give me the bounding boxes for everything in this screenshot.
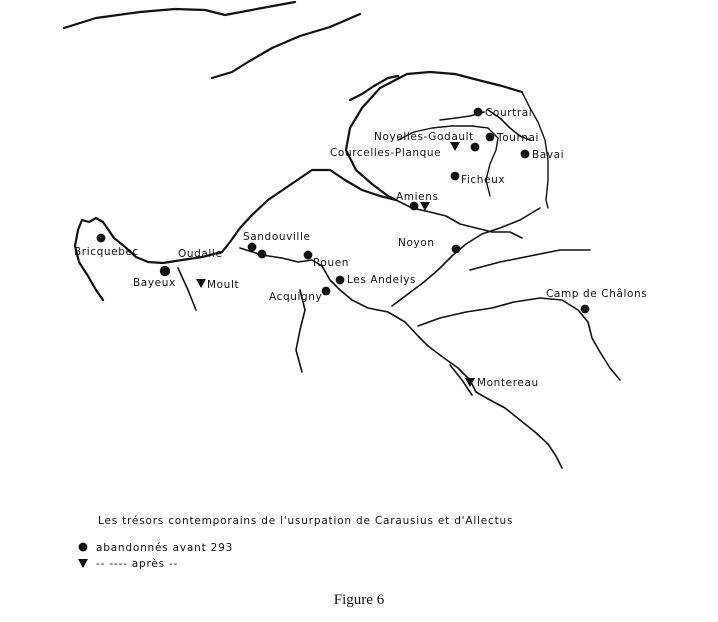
site-triangle-moult — [196, 279, 206, 288]
label-bricquebec: Bricquebec — [74, 246, 139, 258]
legend-item-before: abandonnés avant 293 — [96, 542, 234, 554]
label-moult: Moult — [207, 279, 240, 291]
legend-triangle-symbol — [78, 559, 88, 568]
aisne-river — [470, 250, 590, 270]
orne-river — [178, 268, 196, 310]
site-triangle-noyelles-godault — [450, 142, 460, 151]
site-dot-oudalle — [258, 250, 267, 259]
label-bayeux: Bayeux — [133, 277, 176, 289]
english-coast-east — [212, 14, 360, 78]
legend-title: Les trésors contemporains de l'usurpation de Carausius et d'Allectus — [98, 515, 514, 527]
label-montereau: Montereau — [477, 377, 539, 389]
site-dot-acquigny — [322, 287, 331, 296]
label-camp-de-chalons: Camp de Châlons — [546, 288, 648, 300]
label-rouen: Rouen — [313, 257, 350, 269]
site-dot-bricquebec — [97, 234, 106, 243]
site-dot-sandouville — [248, 243, 257, 252]
figure-caption: Figure 6 — [333, 592, 385, 608]
site-dot-bavai — [521, 150, 530, 159]
site-labels — [74, 107, 647, 389]
label-acquigny: Acquigny — [269, 291, 323, 303]
label-ficheux: Ficheux — [461, 174, 506, 186]
site-dot-bayeux — [160, 266, 170, 276]
site-dot-les-andelys — [336, 276, 345, 285]
legend-item-after: -- ---- après -- — [96, 558, 179, 570]
legend — [78, 515, 513, 570]
label-les-andelys: Les Andelys — [347, 274, 417, 286]
site-dot-courtrai — [474, 108, 483, 117]
site-dot-tournai — [486, 133, 495, 142]
label-bavai: Bavai — [532, 149, 565, 161]
flanders-coast — [407, 72, 522, 92]
legend-dot-symbol — [79, 543, 88, 552]
label-tournai: Tournai — [497, 132, 540, 144]
site-dot-ficheux — [451, 172, 460, 181]
label-sandouville: Sandouville — [243, 231, 311, 243]
thames-estuary-coast — [350, 76, 398, 100]
marne-river — [418, 298, 620, 380]
site-dot-courcelles-planque — [471, 143, 480, 152]
yonne-river — [505, 408, 562, 468]
english-coast — [64, 2, 295, 28]
label-courtrai: Courtrai — [485, 107, 533, 119]
site-dot-rouen — [304, 251, 313, 260]
site-dot-camp-de-chalons — [581, 305, 590, 314]
oise-river — [392, 208, 540, 306]
label-noyelles-godault: Noyelles-Godault — [374, 131, 474, 143]
continental-coast — [75, 74, 407, 300]
label-amiens: Amiens — [396, 191, 439, 203]
label-oudalle: Oudalle — [178, 248, 223, 260]
site-dot-noyon — [452, 245, 461, 254]
label-noyon: Noyon — [398, 237, 435, 249]
label-courcelles-planque: Courcelles-Planque — [330, 147, 442, 159]
